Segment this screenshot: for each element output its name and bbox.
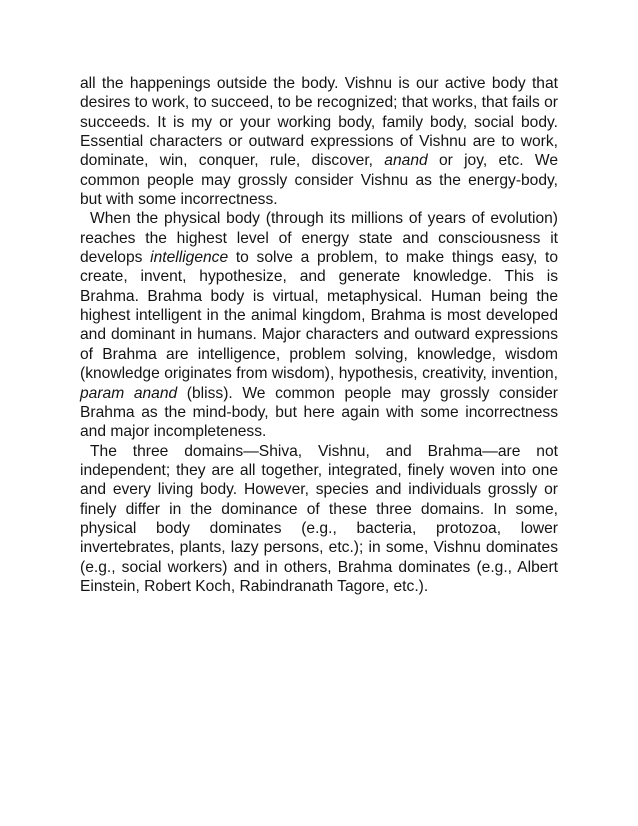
italic-term-param-anand: param anand <box>80 384 178 402</box>
document-page <box>80 74 558 596</box>
italic-term-intelligence: intelligence <box>150 249 229 267</box>
paragraph-text: When the physical body (through its millions of years of evolution) reaches the highest level of energy state and consciousness it develops <box>80 210 558 267</box>
paragraph-brahma <box>80 209 558 441</box>
italic-term-anand: anand <box>384 152 428 170</box>
paragraph-text: (bliss). We common people may grossly consider Brahma as the mind-body, but here again with some incorrectness and major incompleteness. <box>80 384 558 441</box>
paragraph-text: to solve a problem, to make things easy, to create, invent, hypothesize, and generate knowledge. This is Brahma. Brahma body is virtual, metaphysical. Human being the highest intelligent in the animal kingdom, Brahma is most developed and dominant in humans. Major characters and outward expressions of Brahma are intelligence, problem solving, knowledge, wisdom (knowledge originates from wisdom), hypothesis, creativity, invention, <box>80 249 558 383</box>
paragraph-text: The three domains—Shiva, Vishnu, and Brahma—are not independent; they are all together, integrated, finely woven into one and every living body. However, species and individuals grossly or finely differ in the dominance of these three domains. In some, physical body dominates (e.g., bacteria, protozoa, lower invertebrates, plants, lazy persons, etc.); in some, Vishnu dominates (e.g., social workers) and in others, Brahma dominates (e.g., Albert Einstein, Robert Koch, Rabindranath Tagore, etc.). <box>80 442 558 595</box>
paragraph-text: all the happenings outside the body. Vishnu is our active body that desires to work, to succeed, to be recognized; that works, that fails or succeeds. It is my or your working body, family body, social body. Essential characters or outward expressions of Vishnu are to work, dominate, win, conquer, rule, discover, <box>80 75 558 170</box>
paragraph-vishnu <box>80 74 558 209</box>
paragraph-three-domains <box>80 442 558 597</box>
paragraph-text: or joy, etc. We common people may grossly consider Vishnu as the energy-body, but with some incorrectness. <box>80 152 558 209</box>
